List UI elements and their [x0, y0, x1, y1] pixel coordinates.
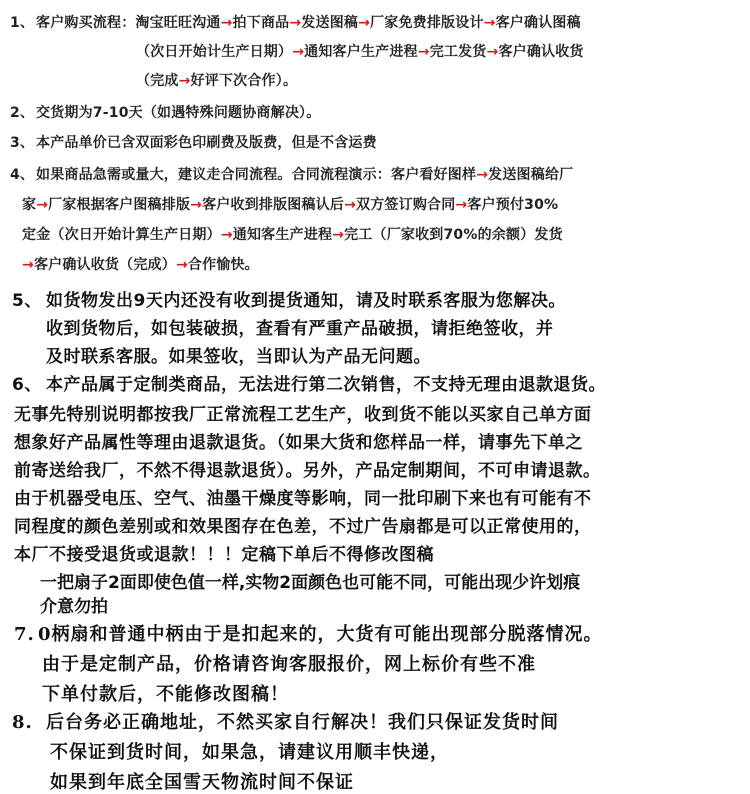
arrow-icon: → [178, 73, 191, 89]
note-text: 完工（厂家收到70%的余额）发货 [344, 227, 563, 243]
note-number: 6、 [12, 375, 42, 395]
note-text: 本厂不接受退货或退款！！！定稿下单后不得修改图稿 [14, 545, 434, 565]
arrow-icon: → [476, 167, 489, 183]
note-5-line-1 [12, 286, 566, 311]
note-3-line-1 [10, 132, 377, 152]
note-6-line-1 [12, 370, 606, 395]
note-9-line-1 [12, 708, 559, 734]
note-text: 同程度的颜色差别或和效果图存在色差，不过广告扇都是可以正常使用的， [14, 517, 592, 537]
note-text: 客户确认图稿 [495, 15, 581, 31]
note-text: 合作愉快。 [187, 257, 259, 273]
note-9-line-3 [50, 768, 354, 794]
note-text: 由于是定制产品，价格请咨询客服报价，网上标价有些不准 [42, 654, 536, 675]
note-text: 0柄扇和普通中柄由于是扣起来的，大货有可能出现部分脱落情况。 [38, 624, 603, 645]
arrow-icon: → [289, 15, 302, 31]
note-6-line-7 [14, 540, 434, 565]
note-text: 通知客生产进程 [232, 227, 333, 243]
note-1-line-1 [10, 12, 581, 32]
note-7-line-1 [40, 568, 580, 593]
note-8-line-1 [14, 620, 603, 646]
note-number: 2、 [10, 105, 35, 121]
arrow-icon: → [455, 197, 468, 213]
note-text: 如果到年底全国雪天物流时间不保证 [50, 772, 354, 793]
arrow-icon: → [358, 15, 371, 31]
note-text: 家 [22, 197, 37, 213]
arrow-icon: → [417, 44, 430, 60]
note-6-line-6 [14, 512, 592, 537]
note-text: 如果商品急需或量大，建议走合同流程。合同流程演示：客户看好图样 [36, 167, 477, 183]
note-6-line-4 [14, 456, 601, 481]
note-text: 本产品单价已含双面彩色印刷费及版费，但是不含运费 [36, 135, 377, 151]
note-6-line-3 [14, 428, 583, 453]
note-text: 下单付款后，不能修改图稿！ [42, 684, 289, 705]
note-number: 8. [12, 712, 33, 733]
note-number: 5、 [12, 291, 42, 311]
note-text: 好评下次合作）。 [190, 73, 298, 89]
note-8-line-2 [42, 650, 536, 676]
note-number: 4、 [10, 167, 35, 183]
note-text: （次日开始计生产日期） [136, 44, 293, 60]
note-number: 7. [14, 624, 35, 645]
note-2-line-1 [10, 102, 320, 122]
note-4-line-4 [22, 254, 259, 274]
note-9-line-2 [50, 738, 449, 764]
note-5-line-2 [46, 314, 554, 339]
note-text: 双方签订购合同 [356, 197, 456, 213]
note-text: 厂家根据客户图稿排版 [48, 197, 191, 213]
note-text: 想象好产品属性等理由退款退货。（如果大货和您样品一样，请事先下单之 [14, 433, 583, 453]
arrow-icon: → [190, 197, 203, 213]
note-text: （完成 [136, 73, 179, 89]
note-text: 由于机器受电压、空气、油墨干燥度等影响，同一批印刷下来也有可能有不 [14, 489, 592, 509]
note-text: 客户确认收货（完成） [33, 257, 176, 273]
arrow-icon: → [175, 257, 188, 273]
note-text: 发送图稿 [301, 15, 359, 31]
note-7-line-2 [40, 592, 108, 617]
note-text: 一把扇子2面即使色值一样,实物2面颜色也可能不同，可能出现少许划痕 [40, 573, 581, 593]
note-text: 完工发货 [429, 44, 487, 60]
note-6-line-5 [14, 484, 592, 509]
note-8-line-3 [42, 680, 289, 706]
note-text: 本产品属于定制类商品，无法进行第二次销售，不支持无理由退款退货。 [46, 375, 606, 395]
note-text: 不保证到货时间，如果急，请建议用顺丰快递， [50, 742, 449, 763]
note-4-line-1 [10, 164, 573, 184]
arrow-icon: → [292, 44, 305, 60]
note-text: 无事先特别说明都按我厂正常流程工艺生产，收到货不能以买家自己单方面 [14, 405, 592, 425]
arrow-icon: → [483, 15, 496, 31]
note-text: 客户确认收货 [498, 44, 584, 60]
note-text: 客户预付30% [467, 197, 559, 213]
note-text: 后台务必正确地址，不然买家自行解决！我们只保证发货时间 [46, 712, 559, 733]
note-number: 1、 [10, 15, 35, 31]
arrow-icon: → [220, 227, 233, 243]
note-text: 通知客户生产进程 [304, 44, 418, 60]
arrow-icon: → [332, 227, 345, 243]
note-4-line-3 [22, 224, 563, 244]
note-text: 客户购买流程：淘宝旺旺沟通 [36, 15, 221, 31]
note-text: 发送图稿给厂 [488, 167, 574, 183]
note-text: 及时联系客服。如果签收，当即认为产品无问题。 [46, 347, 431, 367]
note-1-line-2 [136, 41, 584, 61]
note-5-line-3 [46, 342, 431, 367]
arrow-icon: → [344, 197, 357, 213]
note-text: 收到货物后，如包装破损，查看有严重产品破损，请拒绝签收，并 [46, 319, 554, 339]
note-number: 3、 [10, 135, 35, 151]
arrow-icon: → [220, 15, 233, 31]
note-text: 定金（次日开始计算生产日期） [22, 227, 221, 243]
note-text: 厂家免费排版设计 [370, 15, 484, 31]
note-6-line-2 [14, 400, 592, 425]
note-text: 客户收到排版图稿认后 [202, 197, 345, 213]
note-text: 交货期为7-10天（如遇特殊问题协商解决）。 [36, 105, 321, 121]
note-4-line-2 [22, 194, 558, 214]
note-text: 前寄送给我厂，不然不得退款退货）。另外，产品定制期间，不可申请退款。 [14, 461, 601, 481]
arrow-icon: → [22, 257, 34, 273]
arrow-icon: → [36, 197, 49, 213]
note-text: 介意勿拍 [40, 597, 108, 617]
note-1-line-3 [136, 70, 297, 90]
arrow-icon: → [486, 44, 499, 60]
note-text: 如货物发出9天内还没有收到提货通知，请及时联系客服为您解决。 [46, 291, 566, 311]
note-text: 拍下商品 [232, 15, 290, 31]
